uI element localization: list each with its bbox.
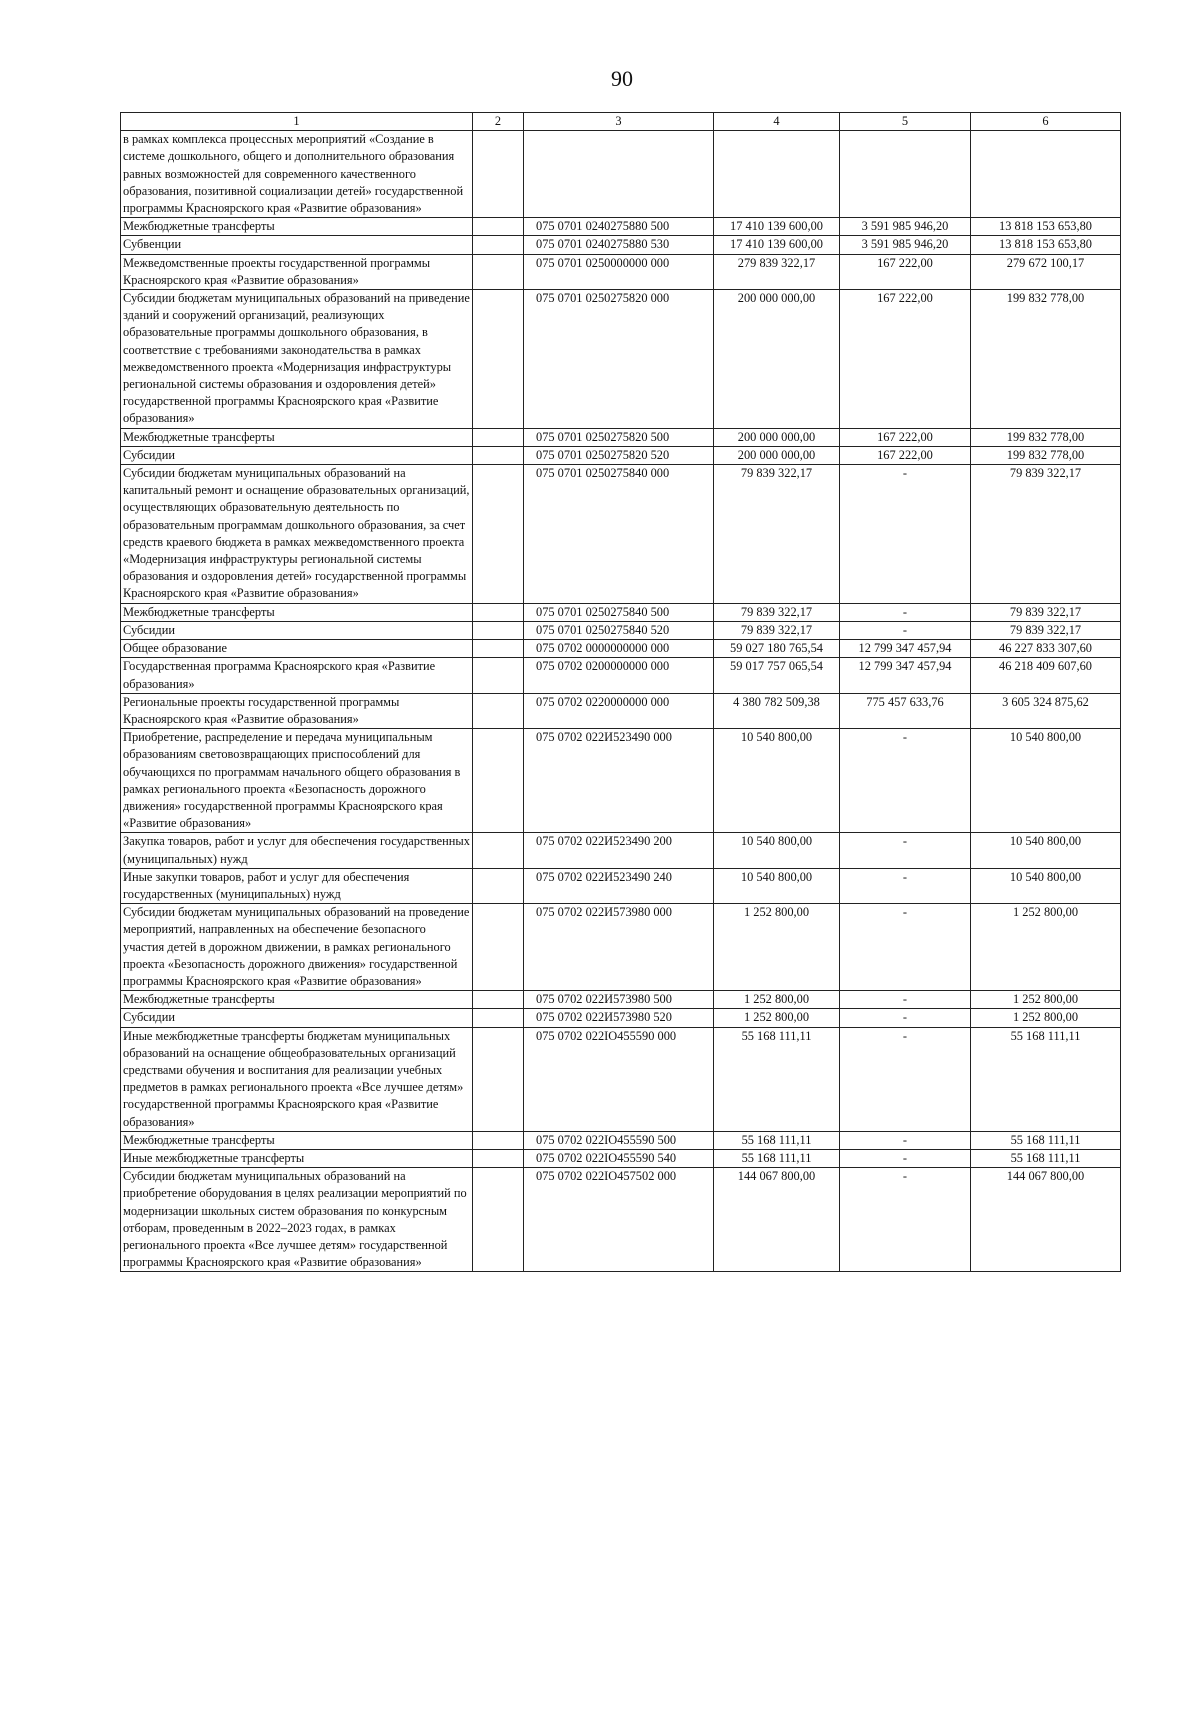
row-col5-value: 12 799 347 457,94	[840, 658, 971, 693]
row-col2-cell	[473, 833, 524, 868]
table-row	[121, 833, 1121, 868]
row-col5-value: 167 222,00	[840, 254, 971, 289]
row-col6-value: 3 605 324 875,62	[971, 693, 1121, 728]
row-col2-cell	[473, 868, 524, 903]
header-cell-2: 2	[473, 113, 524, 131]
row-name-cell: Иные закупки товаров, работ и услуг для обеспечения государственных (муниципальных) нужд	[121, 868, 473, 903]
table-row	[121, 446, 1121, 464]
row-col4-value: 17 410 139 600,00	[714, 218, 840, 236]
row-name-cell: Субсидии	[121, 621, 473, 639]
row-col5-value: -	[840, 1027, 971, 1131]
row-code-cell: 075 0701 0250275840 500	[524, 603, 714, 621]
row-col2-cell	[473, 603, 524, 621]
row-name-cell: Иные межбюджетные трансферты бюджетам муниципальных образований на оснащение общеобразовательных организаций средствами обучения и воспитания для реализации учебных предметов в рамках регионального проекта «Все лучшее детям» государственной программы Красноярского края «Развитие образования»	[121, 1027, 473, 1131]
row-col4-value: 55 168 111,11	[714, 1027, 840, 1131]
row-code-cell	[524, 131, 714, 218]
row-name-cell: Общее образование	[121, 640, 473, 658]
table-row	[121, 1027, 1121, 1131]
row-col5-value: 3 591 985 946,20	[840, 218, 971, 236]
table-row	[121, 428, 1121, 446]
row-col6-value: 46 218 409 607,60	[971, 658, 1121, 693]
row-col6-value: 10 540 800,00	[971, 729, 1121, 833]
row-col6-value: 55 168 111,11	[971, 1131, 1121, 1149]
header-cell-1: 1	[121, 113, 473, 131]
table-row	[121, 729, 1121, 833]
row-col5-value: -	[840, 603, 971, 621]
row-col4-value: 10 540 800,00	[714, 833, 840, 868]
row-col5-value: -	[840, 868, 971, 903]
row-col2-cell	[473, 1168, 524, 1272]
row-col4-value: 1 252 800,00	[714, 991, 840, 1009]
row-col6-value: 10 540 800,00	[971, 868, 1121, 903]
header-cell-3: 3	[524, 113, 714, 131]
table-row	[121, 465, 1121, 604]
row-code-cell: 075 0702 022IO455590 540	[524, 1149, 714, 1167]
row-col4-value	[714, 131, 840, 218]
row-col6-value	[971, 131, 1121, 218]
row-code-cell: 075 0702 022И573980 000	[524, 904, 714, 991]
row-col2-cell	[473, 640, 524, 658]
row-name-cell: Региональные проекты государственной программы Красноярского края «Развитие образования»	[121, 693, 473, 728]
table-header-row	[121, 113, 1121, 131]
table-row	[121, 236, 1121, 254]
row-col2-cell	[473, 131, 524, 218]
row-name-cell: Субсидии бюджетам муниципальных образований на проведение мероприятий, направленных на обеспечение безопасного участия детей в дорожном движении, в рамках регионального проекта «Безопасность дорожного движения» государственной программы Красноярского края «Развитие образования»	[121, 904, 473, 991]
row-col4-value: 200 000 000,00	[714, 428, 840, 446]
table-row	[121, 658, 1121, 693]
row-col6-value: 199 832 778,00	[971, 446, 1121, 464]
row-col4-value: 200 000 000,00	[714, 290, 840, 429]
row-name-cell: Межбюджетные трансферты	[121, 1131, 473, 1149]
row-col6-value: 1 252 800,00	[971, 1009, 1121, 1027]
row-col5-value: -	[840, 1149, 971, 1167]
row-code-cell: 075 0702 0200000000 000	[524, 658, 714, 693]
row-name-cell: Субсидии бюджетам муниципальных образований на приведение зданий и сооружений организаций, реализующих образовательные программы дошкольного образования, в соответствие с требованиями законодательства в рамках межведомственного проекта «Модернизация инфраструктуры региональной системы образования и оздоровления детей» государственной программы Красноярского края «Развитие образования»	[121, 290, 473, 429]
row-name-cell: Приобретение, распределение и передача муниципальным образованиям световозвращающих приспособлений для обучающихся по программам начального общего образования в рамках регионального проекта «Безопасность дорожного движения» государственной программы Красноярского края «Развитие образования»	[121, 729, 473, 833]
row-col5-value: -	[840, 1009, 971, 1027]
row-name-cell: Субсидии	[121, 1009, 473, 1027]
row-col2-cell	[473, 254, 524, 289]
table-row	[121, 1131, 1121, 1149]
row-name-cell: Государственная программа Красноярского края «Развитие образования»	[121, 658, 473, 693]
row-code-cell: 075 0702 022И573980 520	[524, 1009, 714, 1027]
row-col4-value: 144 067 800,00	[714, 1168, 840, 1272]
row-col6-value: 79 839 322,17	[971, 465, 1121, 604]
row-col6-value: 46 227 833 307,60	[971, 640, 1121, 658]
row-col4-value: 59 027 180 765,54	[714, 640, 840, 658]
row-col6-value: 199 832 778,00	[971, 290, 1121, 429]
row-code-cell: 075 0701 0250275840 520	[524, 621, 714, 639]
row-col2-cell	[473, 428, 524, 446]
row-name-cell: Межбюджетные трансферты	[121, 991, 473, 1009]
row-col4-value: 55 168 111,11	[714, 1149, 840, 1167]
row-col5-value	[840, 131, 971, 218]
row-name-cell: Закупка товаров, работ и услуг для обеспечения государственных (муниципальных) нужд	[121, 833, 473, 868]
row-col2-cell	[473, 1149, 524, 1167]
row-col6-value: 55 168 111,11	[971, 1027, 1121, 1131]
row-col5-value: -	[840, 1168, 971, 1272]
row-col2-cell	[473, 236, 524, 254]
row-code-cell: 075 0701 0250275820 500	[524, 428, 714, 446]
header-cell-5: 5	[840, 113, 971, 131]
page-number: 90	[611, 66, 633, 91]
row-col4-value: 1 252 800,00	[714, 904, 840, 991]
row-col5-value: -	[840, 465, 971, 604]
table-row	[121, 640, 1121, 658]
row-col5-value: -	[840, 991, 971, 1009]
row-col6-value: 1 252 800,00	[971, 991, 1121, 1009]
row-code-cell: 075 0702 0220000000 000	[524, 693, 714, 728]
row-col5-value: -	[840, 621, 971, 639]
row-col4-value: 79 839 322,17	[714, 603, 840, 621]
row-col2-cell	[473, 290, 524, 429]
row-name-cell: Субсидии бюджетам муниципальных образований на капитальный ремонт и оснащение образовательных организаций, осуществляющих образовательную деятельность по образовательным программам дошкольного образования, за счет средств краевого бюджета в рамках межведомственного проекта «Модернизация инфраструктуры региональной системы образования и оздоровления детей» государственной программы Красноярского края «Развитие образования»	[121, 465, 473, 604]
row-col5-value: -	[840, 729, 971, 833]
row-col6-value: 279 672 100,17	[971, 254, 1121, 289]
row-col4-value: 17 410 139 600,00	[714, 236, 840, 254]
table-row	[121, 991, 1121, 1009]
row-col6-value: 144 067 800,00	[971, 1168, 1121, 1272]
row-col5-value: -	[840, 904, 971, 991]
row-col4-value: 79 839 322,17	[714, 465, 840, 604]
row-code-cell: 075 0702 022IO455590 000	[524, 1027, 714, 1131]
row-col4-value: 55 168 111,11	[714, 1131, 840, 1149]
row-col4-value: 79 839 322,17	[714, 621, 840, 639]
row-col2-cell	[473, 729, 524, 833]
table-row	[121, 218, 1121, 236]
row-col2-cell	[473, 693, 524, 728]
row-code-cell: 075 0702 022И523490 000	[524, 729, 714, 833]
header-cell-4: 4	[714, 113, 840, 131]
row-code-cell: 075 0701 0250275840 000	[524, 465, 714, 604]
row-col6-value: 1 252 800,00	[971, 904, 1121, 991]
row-code-cell: 075 0701 0250275820 000	[524, 290, 714, 429]
row-col4-value: 59 017 757 065,54	[714, 658, 840, 693]
row-col4-value: 279 839 322,17	[714, 254, 840, 289]
row-name-cell: Субсидии бюджетам муниципальных образований на приобретение оборудования в целях реализации мероприятий по модернизации школьных систем образования по конкурсным отборам, проведенным в 2022–2023 годах, в рамках регионального проекта «Все лучшее детям» государственной программы Красноярского края «Развитие образования»	[121, 1168, 473, 1272]
row-name-cell: Субсидии	[121, 446, 473, 464]
row-code-cell: 075 0702 022IO457502 000	[524, 1168, 714, 1272]
table-row	[121, 621, 1121, 639]
row-col5-value: 167 222,00	[840, 428, 971, 446]
row-col2-cell	[473, 1027, 524, 1131]
table-row	[121, 1168, 1121, 1272]
row-col4-value: 4 380 782 509,38	[714, 693, 840, 728]
row-col4-value: 1 252 800,00	[714, 1009, 840, 1027]
budget-table	[120, 112, 1121, 1272]
row-code-cell: 075 0701 0240275880 500	[524, 218, 714, 236]
row-col2-cell	[473, 991, 524, 1009]
row-code-cell: 075 0702 022И523490 240	[524, 868, 714, 903]
row-col2-cell	[473, 465, 524, 604]
row-code-cell: 075 0702 022IO455590 500	[524, 1131, 714, 1149]
row-col6-value: 55 168 111,11	[971, 1149, 1121, 1167]
table-row	[121, 603, 1121, 621]
row-name-cell: в рамках комплекса процессных мероприятий «Создание в системе дошкольного, общего и дополнительного образования равных возможностей для современного качественного образования, позитивной социализации детей» государственной программы Красноярского края «Развитие образования»	[121, 131, 473, 218]
row-col5-value: 167 222,00	[840, 290, 971, 429]
row-name-cell: Субвенции	[121, 236, 473, 254]
row-col2-cell	[473, 621, 524, 639]
row-col5-value: 12 799 347 457,94	[840, 640, 971, 658]
row-col6-value: 79 839 322,17	[971, 621, 1121, 639]
row-col6-value: 13 818 153 653,80	[971, 218, 1121, 236]
row-col2-cell	[473, 904, 524, 991]
row-col4-value: 10 540 800,00	[714, 729, 840, 833]
row-code-cell: 075 0701 0240275880 530	[524, 236, 714, 254]
row-col5-value: 775 457 633,76	[840, 693, 971, 728]
row-name-cell: Межбюджетные трансферты	[121, 428, 473, 446]
row-name-cell: Межведомственные проекты государственной программы Красноярского края «Развитие образования»	[121, 254, 473, 289]
row-col5-value: 3 591 985 946,20	[840, 236, 971, 254]
table-row	[121, 693, 1121, 728]
table-row	[121, 1009, 1121, 1027]
row-col6-value: 13 818 153 653,80	[971, 236, 1121, 254]
row-col4-value: 200 000 000,00	[714, 446, 840, 464]
row-name-cell: Межбюджетные трансферты	[121, 218, 473, 236]
row-code-cell: 075 0701 0250275820 520	[524, 446, 714, 464]
row-code-cell: 075 0702 0000000000 000	[524, 640, 714, 658]
row-col6-value: 79 839 322,17	[971, 603, 1121, 621]
table-row	[121, 290, 1121, 429]
table-row	[121, 1149, 1121, 1167]
table-row	[121, 904, 1121, 991]
table-row	[121, 131, 1121, 218]
row-col5-value: -	[840, 833, 971, 868]
row-col6-value: 199 832 778,00	[971, 428, 1121, 446]
header-cell-6: 6	[971, 113, 1121, 131]
row-col2-cell	[473, 218, 524, 236]
row-code-cell: 075 0702 022И523490 200	[524, 833, 714, 868]
table-row	[121, 868, 1121, 903]
row-code-cell: 075 0701 0250000000 000	[524, 254, 714, 289]
row-col5-value: -	[840, 1131, 971, 1149]
row-col2-cell	[473, 1131, 524, 1149]
row-name-cell: Межбюджетные трансферты	[121, 603, 473, 621]
table-row	[121, 254, 1121, 289]
row-name-cell: Иные межбюджетные трансферты	[121, 1149, 473, 1167]
row-col2-cell	[473, 658, 524, 693]
row-col4-value: 10 540 800,00	[714, 868, 840, 903]
row-col2-cell	[473, 446, 524, 464]
row-col6-value: 10 540 800,00	[971, 833, 1121, 868]
row-code-cell: 075 0702 022И573980 500	[524, 991, 714, 1009]
row-col2-cell	[473, 1009, 524, 1027]
row-col5-value: 167 222,00	[840, 446, 971, 464]
